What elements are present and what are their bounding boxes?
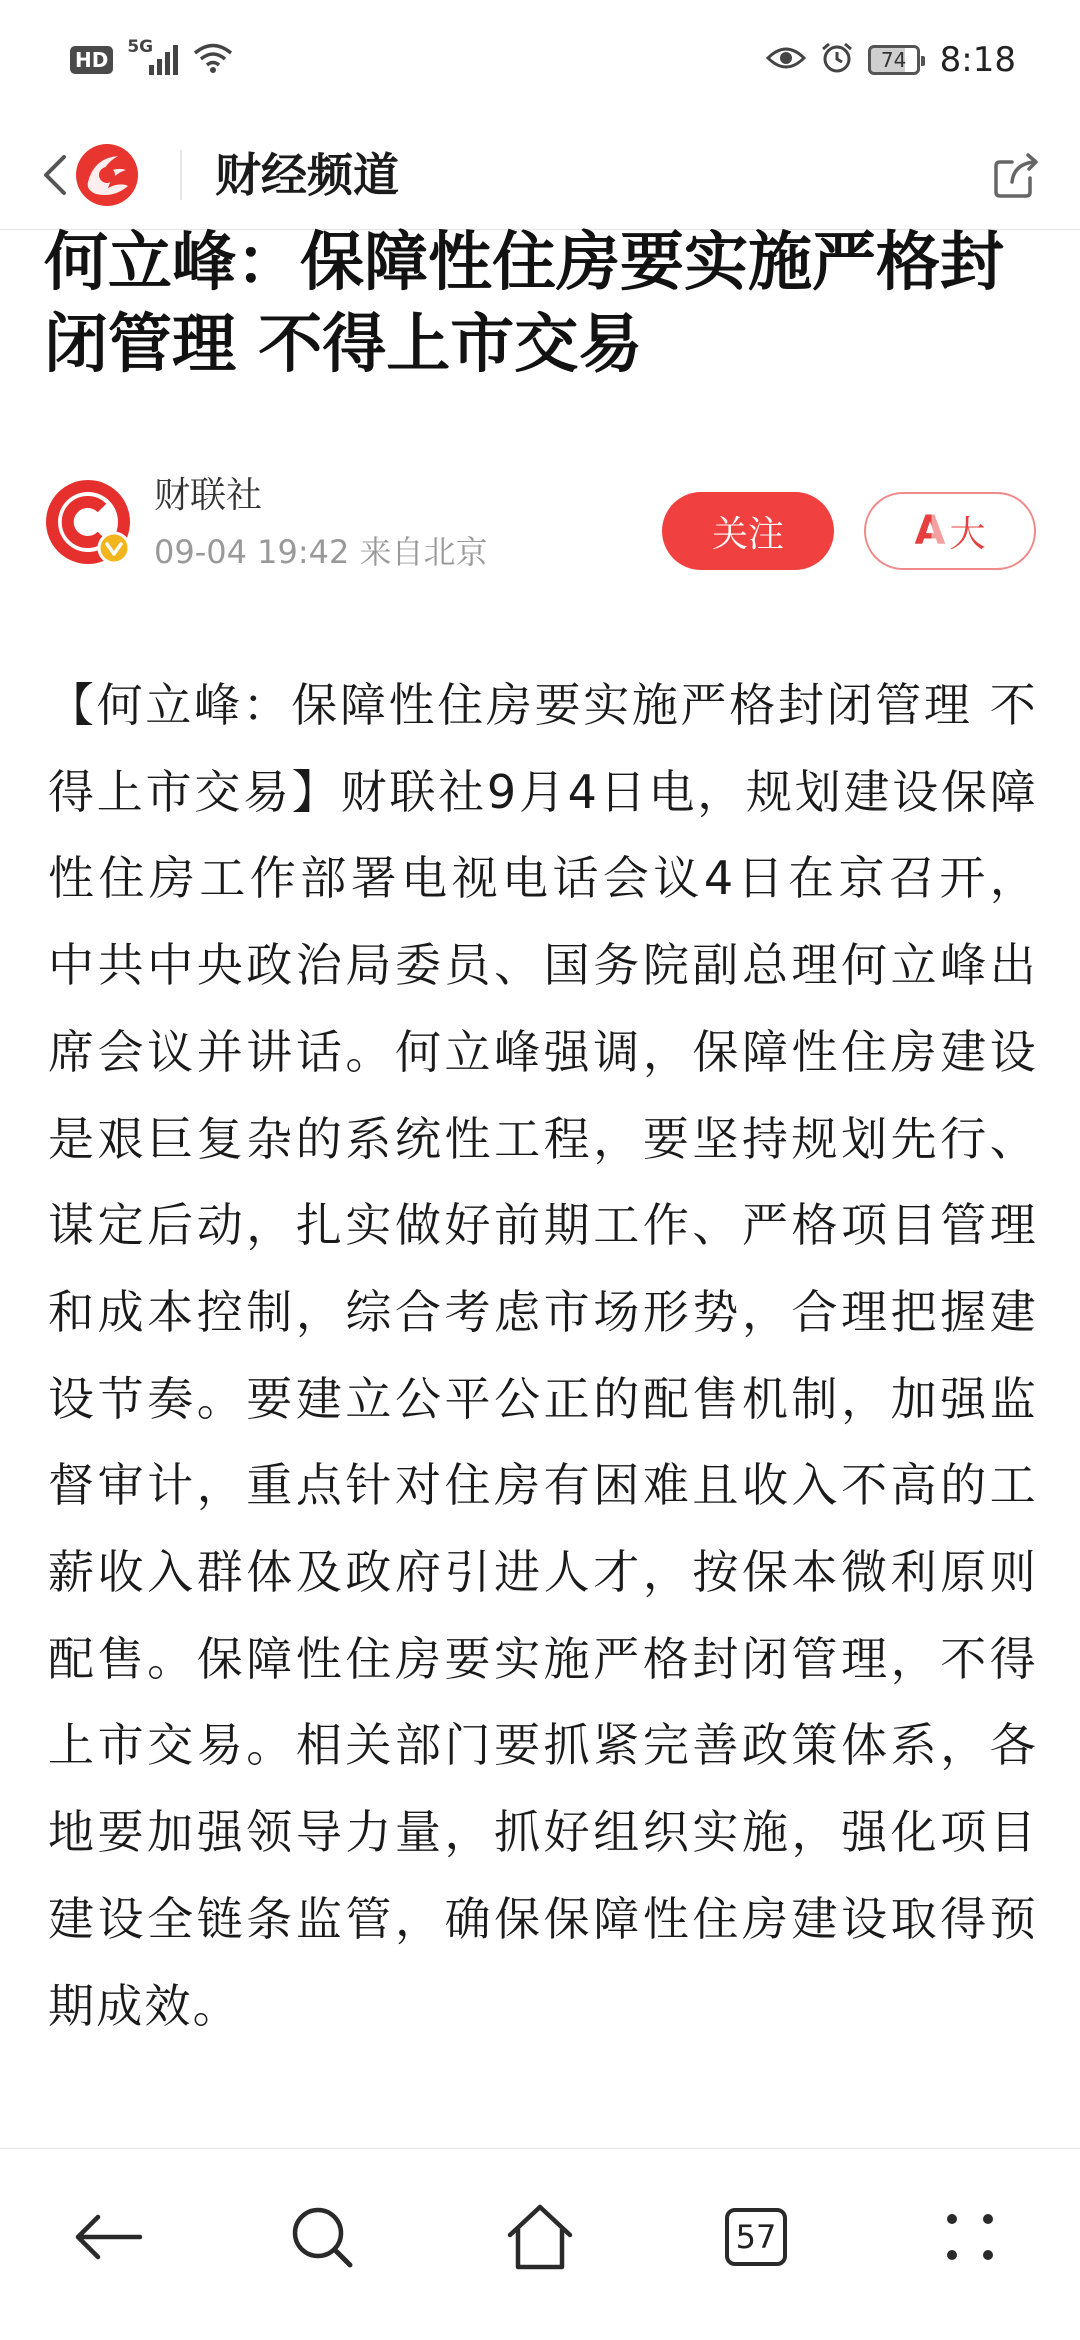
status-time: 8:18 bbox=[939, 40, 1016, 80]
article-body: 【何立峰：保障性住房要实施严格封闭管理 不得上市交易】财联社9月4日电，规划建设保障性住房工作部署电视电话会议4日在京召开，中共中央政治局委员、国务院副总理何立峰出席会议并讲话。何立峰强调，保障性住房建设是艰巨复杂的系统性工程，要坚持规划先行、谋定后动，扎实做好前期工作、严格项目管理和成本控制，综合考虑市场形势，合理把握建设节奏。要建立公平公正的配售机制，加强监督审计，重点针对住房有困难且收入不高的工薪收入群体及政府引进人才，按保本微利原则配售。保障性住房要实施严格封闭管理，不得上市交易。相关部门要抓紧完善政策体系，各地要加强领导力量，抓好组织实施，强化项目建设全链条监管，确保保障性住房建设取得预期成效。 bbox=[48, 678, 1038, 2033]
header-divider bbox=[180, 150, 182, 200]
network-type: 5G bbox=[127, 37, 154, 57]
share-button[interactable] bbox=[984, 142, 1050, 208]
status-left bbox=[70, 37, 233, 78]
font-size-button[interactable] bbox=[864, 492, 1036, 570]
nav-home-button[interactable] bbox=[490, 2187, 590, 2287]
nav-tabs-button[interactable] bbox=[706, 2187, 806, 2287]
home-icon bbox=[502, 2199, 578, 2275]
hd-badge: HD bbox=[70, 46, 113, 74]
wifi-icon bbox=[193, 42, 233, 78]
author-name[interactable]: 财联社 bbox=[154, 475, 263, 516]
menu-icon bbox=[940, 2207, 1000, 2267]
article-headline: 何立峰：保障性住房要实施严格封闭管理 不得上市交易 bbox=[44, 226, 1004, 382]
ifeng-logo[interactable] bbox=[74, 142, 140, 208]
bottom-nav bbox=[0, 2148, 1080, 2340]
publish-meta: 09-04 19:42 来自北京 bbox=[154, 533, 488, 571]
back-arrow-icon bbox=[72, 2207, 144, 2267]
battery-icon: 74 bbox=[868, 45, 920, 75]
alarm-icon bbox=[820, 41, 854, 79]
channel-title: 财经频道 bbox=[215, 148, 399, 202]
signal-icon bbox=[127, 37, 179, 77]
status-right bbox=[766, 40, 1016, 80]
nav-menu-button[interactable] bbox=[920, 2187, 1020, 2287]
author-avatar[interactable] bbox=[44, 478, 132, 566]
follow-button[interactable]: 关注 bbox=[662, 492, 834, 570]
search-icon bbox=[286, 2201, 358, 2273]
font-size-icon: A bbox=[914, 508, 946, 554]
share-icon bbox=[990, 148, 1044, 202]
nav-search-button[interactable] bbox=[272, 2187, 372, 2287]
nav-back-button[interactable] bbox=[58, 2187, 158, 2287]
back-icon bbox=[36, 151, 72, 199]
verified-badge bbox=[99, 533, 129, 563]
font-size-label: 大 bbox=[949, 513, 986, 555]
eye-icon bbox=[766, 44, 806, 76]
tabs-icon: 57 bbox=[725, 2208, 787, 2266]
author-row bbox=[44, 470, 1044, 580]
app-header bbox=[0, 120, 1080, 230]
status-bar bbox=[0, 0, 1080, 120]
